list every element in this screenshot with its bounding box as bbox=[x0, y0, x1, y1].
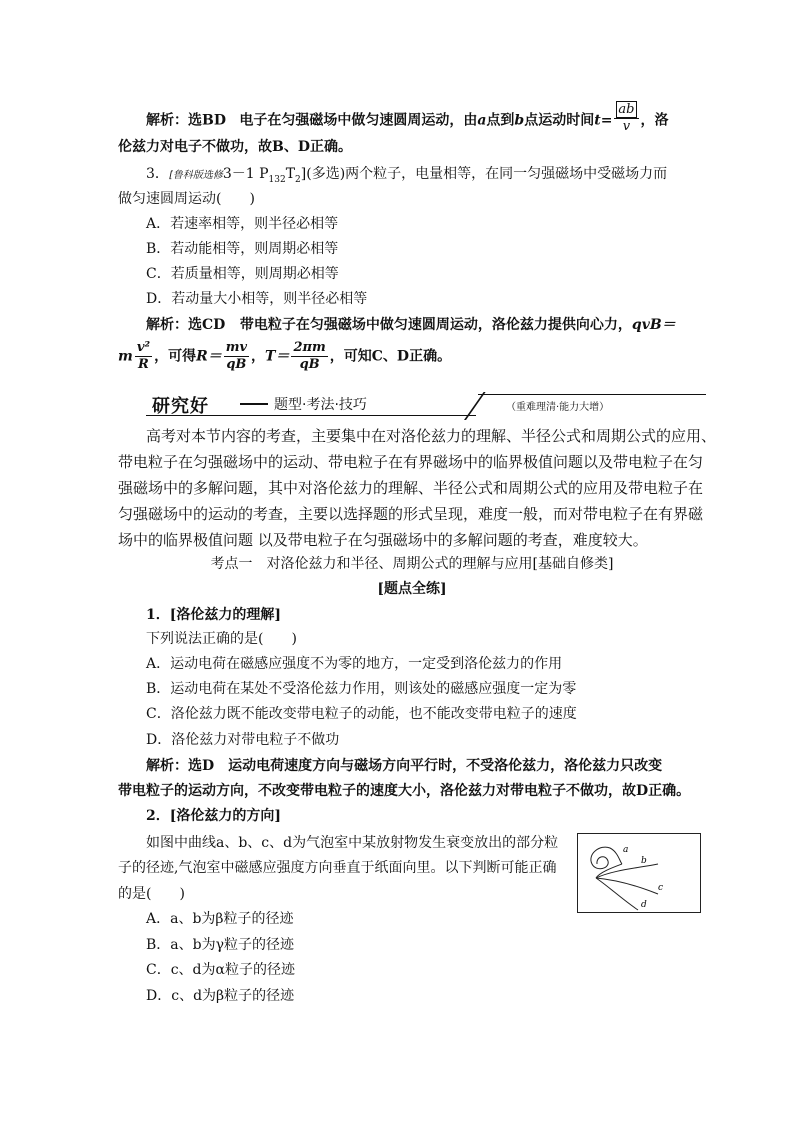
p1-heading: 1．[洛伦兹力的理解] bbox=[146, 607, 281, 623]
p1-answer-line-2: 带电粒子的运动方向，不改变带电粒子的速度大小，洛伦兹力对带电粒子不做功，故D正确。 bbox=[118, 783, 691, 799]
track-d bbox=[596, 878, 638, 910]
var-t: t bbox=[594, 112, 601, 129]
q3-answer-line-1 bbox=[146, 316, 676, 334]
label-a: a bbox=[623, 845, 629, 855]
answer-text: ，可得 bbox=[154, 348, 197, 365]
frac-den: R bbox=[138, 357, 149, 372]
p1-option-c: C．洛伦兹力既不能改变带电粒子的动能，也不能改变带电粒子的速度 bbox=[146, 706, 577, 722]
intro-line-5: 场中的临界极值问题 以及带电粒子在匀强磁场中的多解问题的考查，难度较大。 bbox=[118, 531, 648, 549]
equals: = bbox=[600, 112, 613, 129]
label-d: d bbox=[641, 900, 647, 910]
source-t-sub: 2 bbox=[295, 174, 301, 185]
answer-choice: CD bbox=[202, 317, 226, 333]
section-subtitle: [题点全练] bbox=[377, 581, 447, 597]
frac-den: qB bbox=[299, 357, 320, 372]
track-diagram bbox=[578, 834, 700, 912]
q3-stem-line-1 bbox=[146, 165, 667, 189]
frac-num: 2πm bbox=[293, 340, 326, 355]
p2-stem-line-3: 的是( ) bbox=[118, 886, 185, 902]
fraction-v2-r bbox=[135, 340, 152, 373]
banner-baseline bbox=[146, 415, 476, 416]
section-title: 考点一 对洛伦兹力和半径、周期公式的理解与应用[基础自修类] bbox=[210, 556, 614, 572]
q2-answer-line-2: 伦兹力对电子不做功，故B、D正确。 bbox=[118, 139, 352, 155]
p2-heading: 2．[洛伦兹力的方向] bbox=[146, 808, 281, 824]
section-banner bbox=[146, 392, 706, 416]
source-tag: [鲁科版选修 bbox=[168, 170, 223, 181]
q3-option-c: C．若质量相等，则周期必相等 bbox=[146, 266, 339, 282]
formula: qvB＝ bbox=[631, 317, 676, 333]
p1-option-b: B．运动电荷在某处不受洛伦兹力作用，则该处的磁感应强度一定为零 bbox=[146, 681, 577, 697]
q3-option-b: B．若动能相等，则周期必相等 bbox=[146, 241, 339, 257]
frac-num: mv bbox=[225, 340, 248, 355]
p1-option-d: D．洛伦兹力对带电粒子不做功 bbox=[146, 732, 340, 748]
p2-option-d: D．c、d为β粒子的径迹 bbox=[146, 988, 295, 1004]
q3-option-a: A．若速率相等，则半径必相等 bbox=[146, 216, 339, 232]
source-sub: 132 bbox=[268, 174, 286, 185]
question-stem: (多选)两个粒子，电量相等，在同一匀强磁场中受磁场力而 bbox=[306, 166, 668, 182]
answer-label: 解析：选 bbox=[146, 317, 202, 333]
var-v: v bbox=[622, 119, 631, 134]
formula-r: R＝ bbox=[196, 348, 222, 365]
label-b: b bbox=[641, 856, 647, 866]
answer-text: 带电粒子在匀强磁场中做匀速圆周运动，洛伦兹力提供向心力， bbox=[239, 317, 632, 333]
label-c: c bbox=[658, 883, 664, 893]
arc-ab: ab bbox=[618, 102, 635, 117]
question-number: 3． bbox=[146, 166, 169, 182]
q3-answer-line-2 bbox=[118, 340, 451, 373]
p1-answer-line-1: 解析：选D 运动电荷速度方向与磁场方向平行时，不受洛伦兹力，洛伦兹力只改变 bbox=[146, 758, 663, 774]
source-t: T bbox=[285, 166, 296, 182]
p2-option-a: A．a、b为β粒子的径迹 bbox=[146, 911, 294, 927]
point-a: a bbox=[477, 112, 487, 129]
p2-stem-line-2: 子的径迹,气泡室中磁感应强度方向垂直于纸面向里。以下判断可能正确 bbox=[118, 860, 557, 876]
var-m: m bbox=[118, 348, 133, 365]
frac-num: v² bbox=[136, 340, 151, 355]
bubble-chamber-figure bbox=[577, 833, 701, 913]
banner-rightline bbox=[478, 394, 706, 395]
answer-text: ，可知C、D正确。 bbox=[329, 348, 452, 365]
source-ref: 3－1 P bbox=[222, 166, 269, 182]
fraction-mv-qb bbox=[224, 340, 249, 373]
answer-text: 点运动时间 bbox=[524, 112, 595, 129]
answer-text: ，洛 bbox=[640, 112, 669, 129]
p2-option-c: C．c、d为α粒子的径迹 bbox=[146, 962, 295, 978]
intro-line-1: 高考对本节内容的考查，主要集中在对洛伦兹力的理解、半径公式和周期公式的应用、 bbox=[146, 427, 717, 445]
q2-answer-line-1 bbox=[146, 104, 669, 137]
arc-fraction bbox=[614, 102, 638, 135]
p2-stem-line-1: 如图中曲线a、b、c、d为气泡室中某放射物发生衰变放出的部分粒 bbox=[146, 835, 559, 851]
intro-line-3: 强磁场中的多解问题，其中对洛伦兹力的理解、半径公式和周期公式的应用及带电粒子在 bbox=[118, 479, 704, 497]
banner-title: 研究好 bbox=[152, 396, 209, 417]
p2-option-b: B．a、b为γ粒子的径迹 bbox=[146, 937, 294, 953]
banner-subtitle: 题型·考法·技巧 bbox=[274, 397, 367, 413]
answer-text: 点到 bbox=[486, 112, 515, 129]
point-b: b bbox=[514, 112, 525, 129]
p1-option-a: A．运动电荷在磁感应强度不为零的地方，一定受到洛伦兹力的作用 bbox=[146, 656, 563, 672]
intro-line-2: 带电粒子在匀强磁场中的运动、带电粒子在有界磁场中的临界极值问题以及带电粒子在匀 bbox=[118, 453, 704, 471]
separator: ， bbox=[251, 348, 266, 365]
source-end: ] bbox=[300, 166, 307, 182]
answer-label: 解析：选 bbox=[146, 112, 202, 129]
answer-text: 电子在匀强磁场中做匀速圆周运动，由 bbox=[239, 112, 478, 129]
banner-tag: （重难理清·能力大增） bbox=[506, 402, 610, 413]
answer-choice: BD bbox=[202, 112, 226, 129]
intro-line-4: 匀强磁场中的运动的考查，主要以选择题的形式呈现，难度一般，而对带电粒子在有界磁 bbox=[118, 505, 704, 523]
frac-den: qB bbox=[226, 357, 247, 372]
track-c bbox=[596, 878, 658, 894]
formula-t: T＝ bbox=[265, 348, 290, 365]
p1-stem: 下列说法正确的是( ) bbox=[146, 631, 297, 647]
q3-stem-line-2: 做匀速圆周运动( ) bbox=[118, 191, 255, 207]
q3-option-d: D．若动量大小相等，则半径必相等 bbox=[146, 291, 368, 307]
fraction-2pim-qb bbox=[291, 340, 327, 373]
banner-dash bbox=[240, 403, 268, 405]
